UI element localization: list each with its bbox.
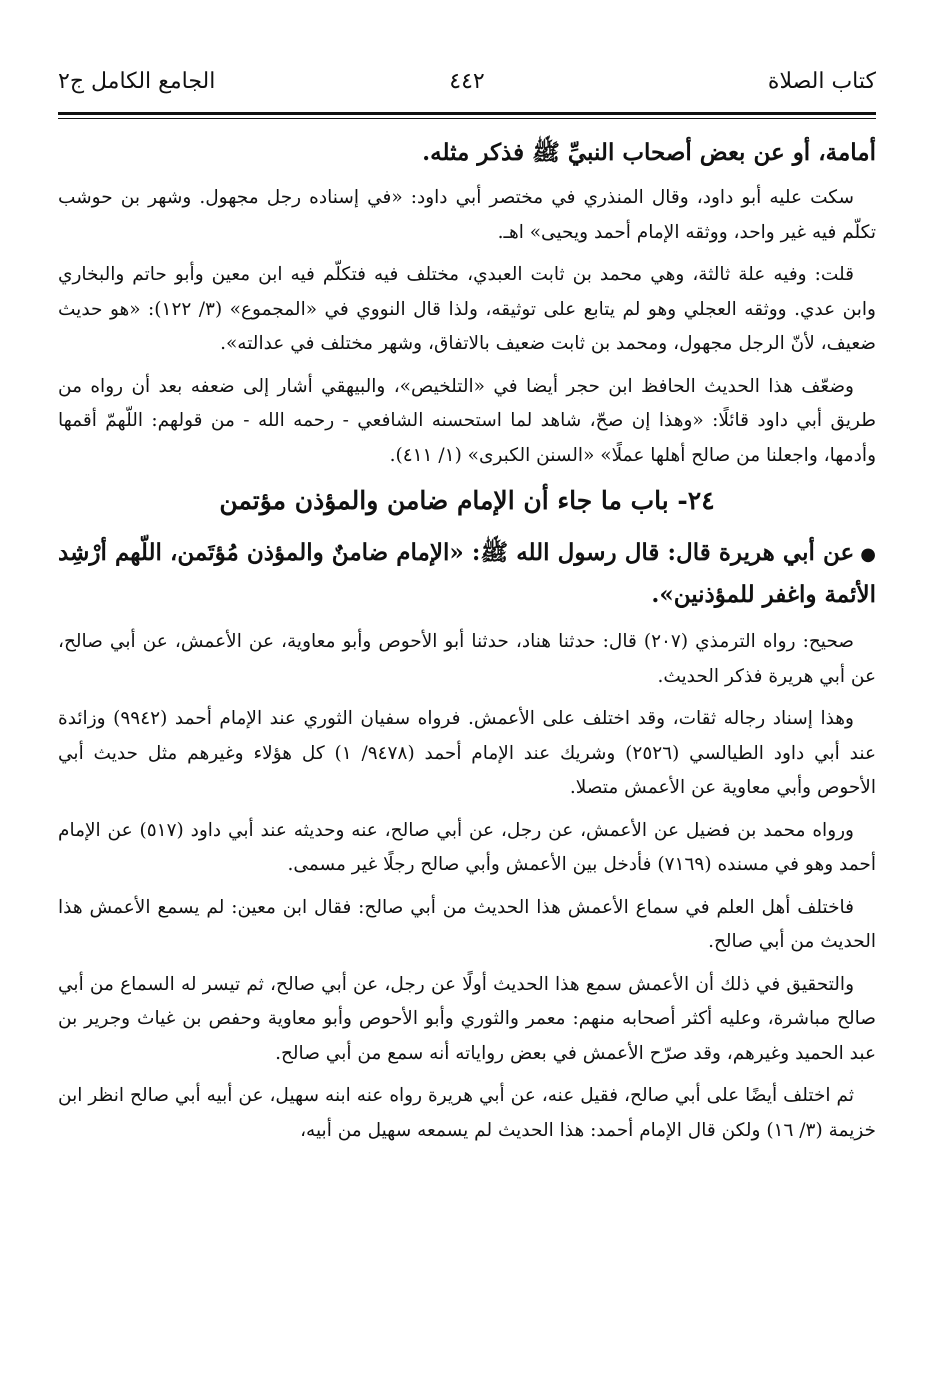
paragraph-commentary-3: وضعّف هذا الحديث الحافظ ابن حجر أيضا في «التلخيص»، والبيهقي أشار إلى ضعفه بعد أن رواه من طريق أبي داود قائلًا: «وهذا إن صحّ، شاهد لما استحسنه الشافعي - رحمه الله - من قولهم: اللّهمّ أقمها وأدمها، واجعلنا من صالح أهلها عملًا» «السنن الكبرى» (١/ ٤١١). xyxy=(58,375,876,466)
paragraph-takhrij-4: فاختلف أهل العلم في سماع الأعمش هذا الحديث من أبي صالح: فقال ابن معين: لم يسمع الأعمش هذا الحديث من أبي صالح. xyxy=(58,896,876,952)
bullet-icon: ● xyxy=(860,544,876,565)
page-header xyxy=(58,60,876,104)
paragraph-continuation: أمامة، أو عن بعض أصحاب النبيِّ ﷺ فذكر مثله. xyxy=(422,139,876,166)
header-rule-thin xyxy=(58,118,876,119)
paragraph-commentary-2: قلت: وفيه علة ثالثة، وهي محمد بن ثابت العبدي، مختلف فيه فتكلّم فيه ابن معين وأبو حاتم والبخاري وابن عدي. ووثقه العجلي وهو لم يتابع على توثيقه، ولذا قال النووي في «المجموع» (٣/ ١٢٢): «هو حديث ضعيف، لأنّ الرجل مجهول، ومحمد بن ثابت ضعيف بالاتفاق، وشهر مختلف في عدالته». xyxy=(58,264,876,354)
hadith-text xyxy=(58,533,876,615)
paragraph-takhrij-6: ثم اختلف أيضًا على أبي صالح، فقيل عنه، عن أبي هريرة رواه عنه ابنه سهيل، عن أبيه أبي صالح انظر ابن خزيمة (٣/ ١٦) ولكن قال الإمام أحمد: هذا الحديث لم يسمعه سهيل من أبيه، xyxy=(58,1085,876,1141)
paragraph-takhrij-2: وهذا إسناد رجاله ثقات، وقد اختلف على الأعمش. فرواه سفيان الثوري عند الإمام أحمد (٩٩٤٢) وزائدة عند أبي داود الطيالسي (٢٥٢٦) وشريك عند الإمام أحمد (٩٤٧٨/ ١) كل هؤلاء وغيرهم مثل حديث أبي الأحوص وأبي معاوية عن الأعمش متصلا. xyxy=(58,708,876,798)
book-title: الجامع الكامل ج٢ xyxy=(58,69,216,94)
paragraph-commentary-1: سكت عليه أبو داود، وقال المنذري في مختصر أبي داود: «في إسناده رجل مجهول. وشهر بن حوشب تكلّم فيه غير واحد، ووثقه الإمام أحمد ويحيى» اهـ. xyxy=(58,187,876,243)
book-page xyxy=(58,60,876,1360)
paragraph-takhrij-3: ورواه محمد بن فضيل عن الأعمش، عن رجل، عن أبي صالح، عنه وحديثه عند أبي داود (٥١٧) عن الإمام أحمد وهو في مسنده (٧١٦٩) فأدخل بين الأعمش وأبي صالح رجلًا غير مسمى. xyxy=(58,819,876,875)
page-number: ٤٤٢ xyxy=(449,69,485,94)
paragraph-takhrij-1: صحيح: رواه الترمذي (٢٠٧) قال: حدثنا هناد، حدثنا أبو الأحوص وأبو معاوية، عن الأعمش، عن أبي صالح، عن أبي هريرة فذكر الحديث. xyxy=(58,631,876,687)
paragraph-takhrij-5: والتحقيق في ذلك أن الأعمش سمع هذا الحديث أولًا عن رجل، عن أبي صالح، ثم تيسر له السماع من أبي صالح مباشرة، وعليه أكثر أصحابه منهم: معمر والثوري وأبو الأحوص وأبو معاوية وحفص بن غياث وجرير بن عبد الحميد وغيرهم، وقد صرّح الأعمش في بعض رواياته أنه سمع من أبي صالح. xyxy=(58,973,876,1064)
header-rule-thick xyxy=(58,112,876,115)
page-content xyxy=(58,133,876,1148)
book-section-title: كتاب الصلاة xyxy=(767,69,876,94)
chapter-heading: ٢٤- باب ما جاء أن الإمام ضامن والمؤذن مؤتمن xyxy=(219,486,715,515)
hadith-body: عن أبي هريرة قال: قال رسول الله ﷺ: «الإمام ضامنٌ والمؤذن مُؤتَمن، اللّهم أرْشِد الأئمة واغفر للمؤذنين». xyxy=(58,539,876,608)
